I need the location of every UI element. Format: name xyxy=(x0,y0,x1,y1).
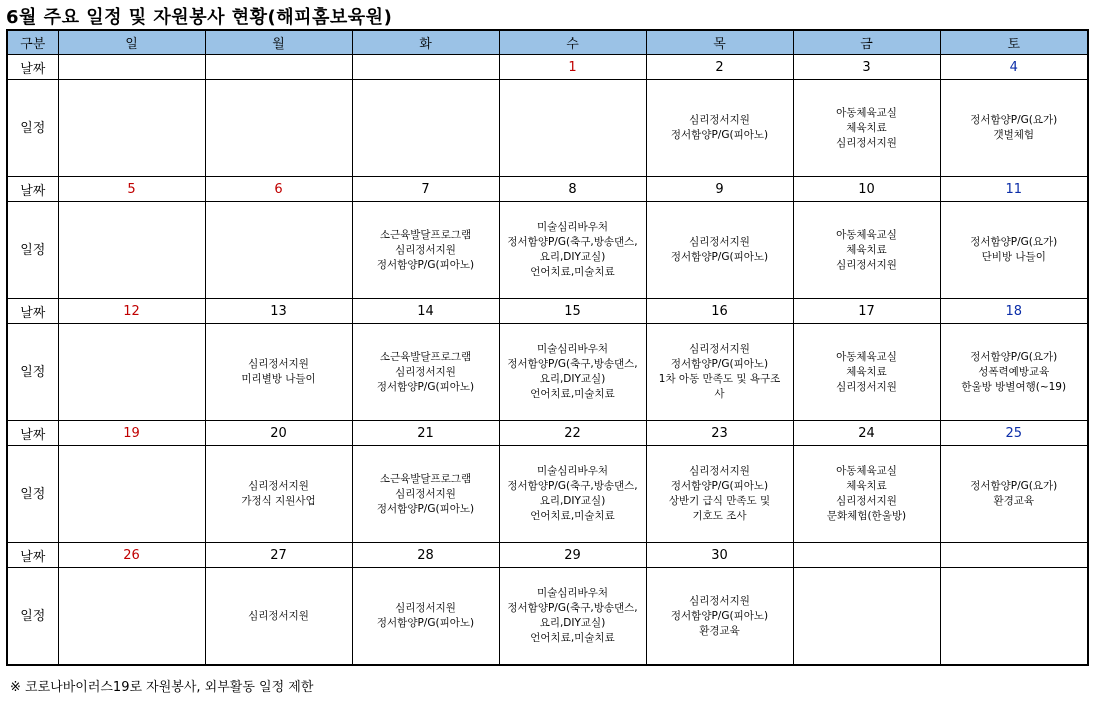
schedule-cell-sun xyxy=(58,324,205,421)
event-line: 심리정서지원 xyxy=(248,609,309,622)
schedule-cell-thu xyxy=(646,202,793,299)
page-title: 6월 주요 일정 및 자원봉사 현황(해피홈보육원) xyxy=(6,7,393,28)
event-line: 언어치료,미술치료 xyxy=(530,632,615,644)
event-line: 심리정서지원 xyxy=(248,480,309,492)
date-row xyxy=(7,421,1088,446)
schedule-cell-mon xyxy=(205,324,352,421)
header-day-thu: 목 xyxy=(646,30,793,55)
event-line: 정서함양P/G(피아노) xyxy=(376,258,475,271)
schedule-cell-tue xyxy=(352,568,499,666)
date-cell-fri: 10 xyxy=(793,177,940,202)
footnote: ※ 코로나바이러스19로 자원봉사, 외부활동 일정 제한 xyxy=(10,680,314,695)
event-line: 정서함양P/G(축구,방송댄스, xyxy=(507,236,638,248)
schedule-cell-sat xyxy=(940,202,1088,299)
date-cell-sun: 5 xyxy=(58,177,205,202)
event-line: 미술심리바우처 xyxy=(536,343,608,355)
event-line: 1차 아동 만족도 및 욕구조 xyxy=(658,373,781,385)
event-line: 심리정서지원 xyxy=(689,343,750,355)
date-cell-sat: 4 xyxy=(940,55,1088,80)
date-row-label: 날짜 xyxy=(7,543,58,568)
event-line: 심리정서지원 xyxy=(689,236,750,248)
event-line: 요리,DIY교실) xyxy=(539,495,606,507)
date-cell-fri: 3 xyxy=(793,55,940,80)
schedule-row-label: 일정 xyxy=(7,568,58,666)
schedule-cell-tue xyxy=(352,324,499,421)
schedule-cell-wed xyxy=(499,80,646,177)
schedule-cell-sun xyxy=(58,446,205,543)
date-cell-thu: 23 xyxy=(646,421,793,446)
event-line: 정서함양P/G(피아노) xyxy=(376,380,475,393)
event-line: 아동체육교실 xyxy=(836,106,897,119)
schedule-cell-sun xyxy=(58,80,205,177)
event-line: 체육치료 xyxy=(846,121,887,134)
event-line: 소근육발달프로그램 xyxy=(379,228,472,241)
header-day-mon: 월 xyxy=(205,30,352,55)
date-cell-fri xyxy=(793,543,940,568)
event-line: 심리정서지원 xyxy=(395,365,456,378)
event-line: 아동체육교실 xyxy=(836,350,897,363)
event-line: 갯벌체험 xyxy=(993,129,1035,141)
date-cell-thu: 16 xyxy=(646,299,793,324)
date-cell-tue: 28 xyxy=(352,543,499,568)
date-row-label: 날짜 xyxy=(7,421,58,446)
date-cell-thu: 2 xyxy=(646,55,793,80)
schedule-cell-thu xyxy=(646,80,793,177)
schedule-cell-wed xyxy=(499,202,646,299)
schedule-cell-fri xyxy=(793,202,940,299)
date-cell-thu: 30 xyxy=(646,543,793,568)
schedule-cell-thu xyxy=(646,324,793,421)
date-cell-wed: 22 xyxy=(499,421,646,446)
event-line: 언어치료,미술치료 xyxy=(530,510,615,522)
date-cell-wed: 8 xyxy=(499,177,646,202)
event-line: 소근육발달프로그램 xyxy=(379,472,472,485)
event-line: 미술심리바우처 xyxy=(536,221,608,233)
schedule-row xyxy=(7,446,1088,543)
schedule-cell-tue xyxy=(352,446,499,543)
date-row xyxy=(7,177,1088,202)
header-row xyxy=(7,30,1088,55)
schedule-cell-sun xyxy=(58,202,205,299)
schedule-cell-mon xyxy=(205,202,352,299)
event-line: 정서함양P/G(요가) xyxy=(970,236,1058,248)
date-cell-wed: 1 xyxy=(499,55,646,80)
event-line: 미술심리바우처 xyxy=(536,587,608,599)
event-line: 심리정서지원 xyxy=(836,495,897,507)
date-cell-tue: 21 xyxy=(352,421,499,446)
schedule-cell-mon xyxy=(205,80,352,177)
event-line: 문화체험(한울방) xyxy=(826,510,907,522)
date-row xyxy=(7,55,1088,80)
date-cell-mon: 20 xyxy=(205,421,352,446)
schedule-cell-fri xyxy=(793,80,940,177)
event-line: 정서함양P/G(요가) xyxy=(970,350,1058,363)
header-day-sat: 토 xyxy=(940,30,1088,55)
date-cell-sun xyxy=(58,55,205,80)
event-line: 정서함양P/G(피아노) xyxy=(670,609,769,622)
event-line: 요리,DIY교실) xyxy=(539,617,606,629)
date-cell-sat: 11 xyxy=(940,177,1088,202)
schedule-calendar-table xyxy=(6,29,1089,666)
date-cell-fri: 24 xyxy=(793,421,940,446)
date-row-label: 날짜 xyxy=(7,55,58,80)
event-line: 정서함양P/G(요가) xyxy=(970,114,1058,126)
schedule-row-label: 일정 xyxy=(7,202,58,299)
date-cell-tue: 14 xyxy=(352,299,499,324)
event-line: 정서함양P/G(피아노) xyxy=(670,358,769,370)
schedule-row-label: 일정 xyxy=(7,80,58,177)
event-line: 정서함양P/G(피아노) xyxy=(670,251,769,263)
date-cell-sat: 18 xyxy=(940,299,1088,324)
schedule-cell-wed xyxy=(499,324,646,421)
schedule-row xyxy=(7,324,1088,421)
event-line: 성폭력예방교육 xyxy=(978,365,1050,378)
event-line: 요리,DIY교실) xyxy=(539,251,606,263)
date-cell-mon: 27 xyxy=(205,543,352,568)
schedule-cell-sat xyxy=(940,446,1088,543)
date-cell-wed: 29 xyxy=(499,543,646,568)
event-line: 심리정서지원 xyxy=(395,243,456,256)
event-line: 심리정서지원 xyxy=(689,594,750,607)
date-cell-fri: 17 xyxy=(793,299,940,324)
event-line: 정서함양P/G(피아노) xyxy=(670,480,769,492)
event-line: 환경교육 xyxy=(699,624,740,637)
schedule-cell-sat xyxy=(940,324,1088,421)
schedule-cell-fri xyxy=(793,446,940,543)
event-line: 심리정서지원 xyxy=(689,465,750,477)
date-cell-thu: 9 xyxy=(646,177,793,202)
event-line: 심리정서지원 xyxy=(836,136,897,149)
event-line: 상반기 급식 만족도 및 xyxy=(668,495,771,507)
date-cell-wed: 15 xyxy=(499,299,646,324)
event-line: 언어치료,미술치료 xyxy=(530,266,615,278)
schedule-row-label: 일정 xyxy=(7,446,58,543)
date-row xyxy=(7,299,1088,324)
date-cell-sun: 19 xyxy=(58,421,205,446)
date-cell-sun: 12 xyxy=(58,299,205,324)
event-line: 정서함양P/G(요가) xyxy=(970,480,1058,492)
date-cell-tue: 7 xyxy=(352,177,499,202)
event-line: 정서함양P/G(피아노) xyxy=(376,617,475,629)
date-cell-mon: 13 xyxy=(205,299,352,324)
header-day-tue: 화 xyxy=(352,30,499,55)
event-line: 정서함양P/G(피아노) xyxy=(670,129,769,141)
event-line: 아동체육교실 xyxy=(836,228,897,241)
event-line: 사 xyxy=(714,388,725,400)
date-cell-mon xyxy=(205,55,352,80)
event-line: 정서함양P/G(축구,방송댄스, xyxy=(507,358,638,370)
date-row-label: 날짜 xyxy=(7,177,58,202)
event-line: 심리정서지원 xyxy=(395,487,456,500)
date-cell-sat xyxy=(940,543,1088,568)
event-line: 단비방 나들이 xyxy=(981,251,1046,263)
schedule-cell-wed xyxy=(499,446,646,543)
schedule-cell-fri xyxy=(793,324,940,421)
event-line: 환경교육 xyxy=(993,495,1035,507)
event-line: 심리정서지원 xyxy=(395,602,456,614)
event-line: 한울방 방별여행(~19) xyxy=(961,380,1067,393)
schedule-cell-sat xyxy=(940,568,1088,666)
date-row-label: 날짜 xyxy=(7,299,58,324)
event-line: 체육치료 xyxy=(846,365,887,378)
schedule-cell-sun xyxy=(58,568,205,666)
event-line: 아동체육교실 xyxy=(836,465,897,477)
schedule-cell-thu xyxy=(646,568,793,666)
event-line: 정서함양P/G(축구,방송댄스, xyxy=(507,602,638,614)
header-day-sun: 일 xyxy=(58,30,205,55)
event-line: 가정식 지원사업 xyxy=(241,495,316,507)
event-line: 미리별방 나들이 xyxy=(241,373,316,385)
schedule-cell-wed xyxy=(499,568,646,666)
schedule-row-label: 일정 xyxy=(7,324,58,421)
date-cell-sun: 26 xyxy=(58,543,205,568)
schedule-cell-sat xyxy=(940,80,1088,177)
event-line: 정서함양P/G(축구,방송댄스, xyxy=(507,480,638,492)
event-line: 기호도 조사 xyxy=(692,510,747,522)
date-row xyxy=(7,543,1088,568)
schedule-row xyxy=(7,568,1088,666)
header-day-wed: 수 xyxy=(499,30,646,55)
schedule-cell-fri xyxy=(793,568,940,666)
date-cell-tue xyxy=(352,55,499,80)
event-line: 요리,DIY교실) xyxy=(539,373,606,385)
date-cell-sat: 25 xyxy=(940,421,1088,446)
event-line: 심리정서지원 xyxy=(836,258,897,271)
schedule-cell-tue xyxy=(352,80,499,177)
schedule-cell-thu xyxy=(646,446,793,543)
event-line: 소근육발달프로그램 xyxy=(379,350,472,363)
header-day-fri: 금 xyxy=(793,30,940,55)
event-line: 미술심리바우처 xyxy=(536,465,608,477)
event-line: 체육치료 xyxy=(846,243,887,256)
schedule-cell-mon xyxy=(205,446,352,543)
event-line: 심리정서지원 xyxy=(689,114,750,126)
event-line: 심리정서지원 xyxy=(248,358,309,370)
schedule-cell-mon xyxy=(205,568,352,666)
event-line: 심리정서지원 xyxy=(836,380,897,393)
date-cell-mon: 6 xyxy=(205,177,352,202)
schedule-row xyxy=(7,202,1088,299)
header-label-cell: 구분 xyxy=(7,30,58,55)
event-line: 체육치료 xyxy=(846,480,887,492)
event-line: 언어치료,미술치료 xyxy=(530,388,615,400)
schedule-cell-tue xyxy=(352,202,499,299)
schedule-row xyxy=(7,80,1088,177)
event-line: 정서함양P/G(피아노) xyxy=(376,502,475,515)
